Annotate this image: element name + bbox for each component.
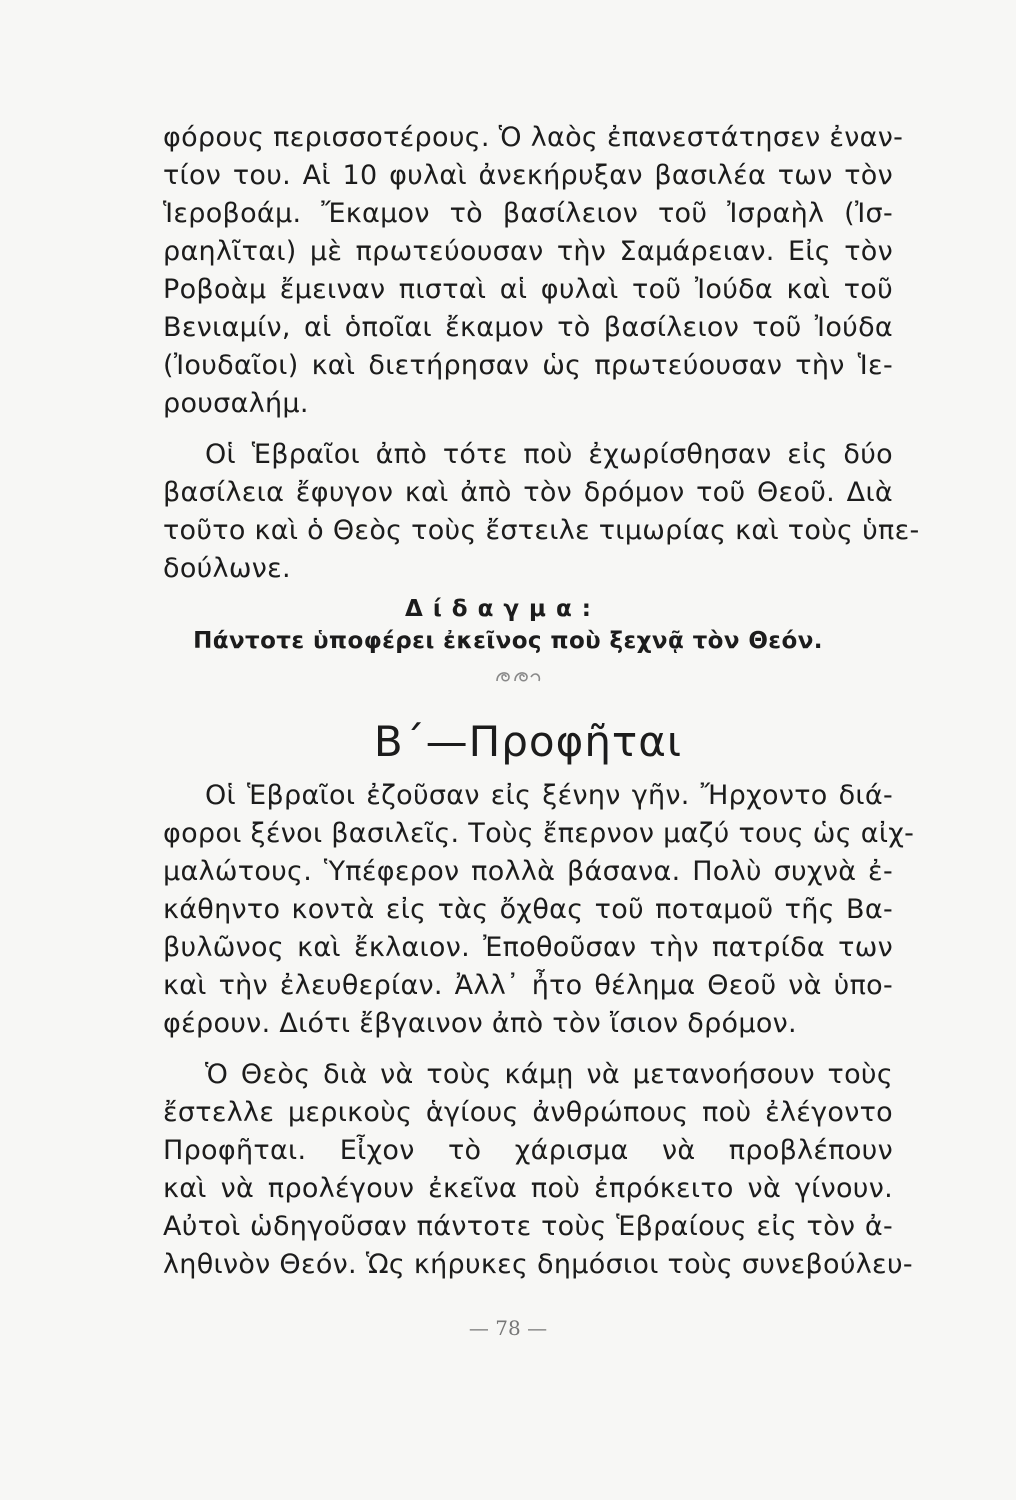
- text-line: φόρους περισσοτέρους. Ὁ λαὸς ἐπανεστάτησεν ἐναν-: [163, 122, 904, 153]
- page-number: — 78 —: [468, 1316, 548, 1340]
- text-line: τίον του. Αἱ 10 φυλαὶ ἀνεκήρυξαν βασιλέα των τὸν: [163, 160, 893, 191]
- text-line: φέρουν. Διότι ἔβγαινον ἀπὸ τὸν ἴσιον δρόμον.: [163, 1008, 797, 1039]
- text-line: Οἱ Ἑβραῖοι ἐζοῦσαν εἰς ξένην γῆν. Ἤρχοντο διά-: [205, 780, 893, 811]
- text-line: Προφῆται. Εἶχον τὸ χάρισμα νὰ προβλέπουν: [163, 1135, 893, 1166]
- text-line: κάθηντο κοντὰ εἰς τὰς ὄχθας τοῦ ποταμοῦ τῆς Βα-: [163, 894, 893, 925]
- text-line: δούλωνε.: [163, 553, 291, 584]
- text-line: Ἱεροβοάμ. Ἔκαμον τὸ βασίλειον τοῦ Ἰσραὴλ (Ἰσ-: [163, 198, 893, 229]
- text-line: ρουσαλήμ.: [163, 388, 309, 419]
- text-line: φοροι ξένοι βασιλεῖς. Τοὺς ἔπερνον μαζύ τους ὡς αἰχ-: [163, 818, 915, 849]
- text-line: ραηλῖται) μὲ πρωτεύουσαν τὴν Σαμάρειαν. Εἰς τὸν: [163, 236, 893, 267]
- text-line: Οἱ Ἑβραῖοι ἀπὸ τότε ποὺ ἐχωρίσθησαν εἰς δύο: [205, 439, 893, 470]
- text-line: βασίλεια ἔφυγον καὶ ἀπὸ τὸν δρόμον τοῦ Θεοῦ. Διὰ: [163, 477, 893, 508]
- lesson-text: Πάντοτε ὑποφέρει ἐκεῖνος ποὺ ξεχνᾷ τὸν Θεόν.: [193, 628, 823, 654]
- text-line: τοῦτο καὶ ὁ Θεὸς τοὺς ἔστειλε τιμωρίας καὶ τοὺς ὑπε-: [163, 515, 920, 546]
- lesson-title: Δίδαγμα:: [405, 596, 601, 622]
- text-line: ληθινὸν Θεόν. Ὡς κήρυκες δημόσιοι τοὺς συνεβούλευ-: [163, 1249, 913, 1280]
- text-line: (Ἰουδαῖοι) καὶ διετήρησαν ὡς πρωτεύουσαν τὴν Ἱε-: [163, 350, 893, 381]
- section-heading: Β΄—Προφῆται: [373, 717, 683, 766]
- text-line: Βενιαμίν, αἱ ὁποῖαι ἔκαμον τὸ βασίλειον τοῦ Ἰούδα: [163, 312, 893, 343]
- text-line: καὶ τὴν ἐλευθερίαν. Ἀλλ᾽ ἦτο θέλημα Θεοῦ νὰ ὑπο-: [163, 970, 893, 1001]
- text-line: μαλώτους. Ὑπέφερον πολλὰ βάσανα. Πολὺ συχνὰ ἐ-: [163, 856, 893, 887]
- scroll-ornament-icon: [493, 665, 543, 689]
- text-line: Ροβοὰμ ἔμειναν πισταὶ αἱ φυλαὶ τοῦ Ἰούδα καὶ τοῦ: [163, 274, 893, 305]
- text-line: καὶ νὰ προλέγουν ἐκεῖνα ποὺ ἐπρόκειτο νὰ γίνουν.: [163, 1173, 893, 1204]
- text-line: βυλῶνος καὶ ἔκλαιον. Ἐποθοῦσαν τὴν πατρίδα των: [163, 932, 893, 963]
- text-line: ἔστελλε μερικοὺς ἁγίους ἀνθρώπους ποὺ ἐλέγοντο: [163, 1097, 893, 1128]
- text-line: Αὐτοὶ ὡδηγοῦσαν πάντοτε τοὺς Ἑβραίους εἰς τὸν ἀ-: [163, 1211, 893, 1242]
- text-line: Ὁ Θεὸς διὰ νὰ τοὺς κάμῃ νὰ μετανοήσουν τοὺς: [205, 1059, 893, 1090]
